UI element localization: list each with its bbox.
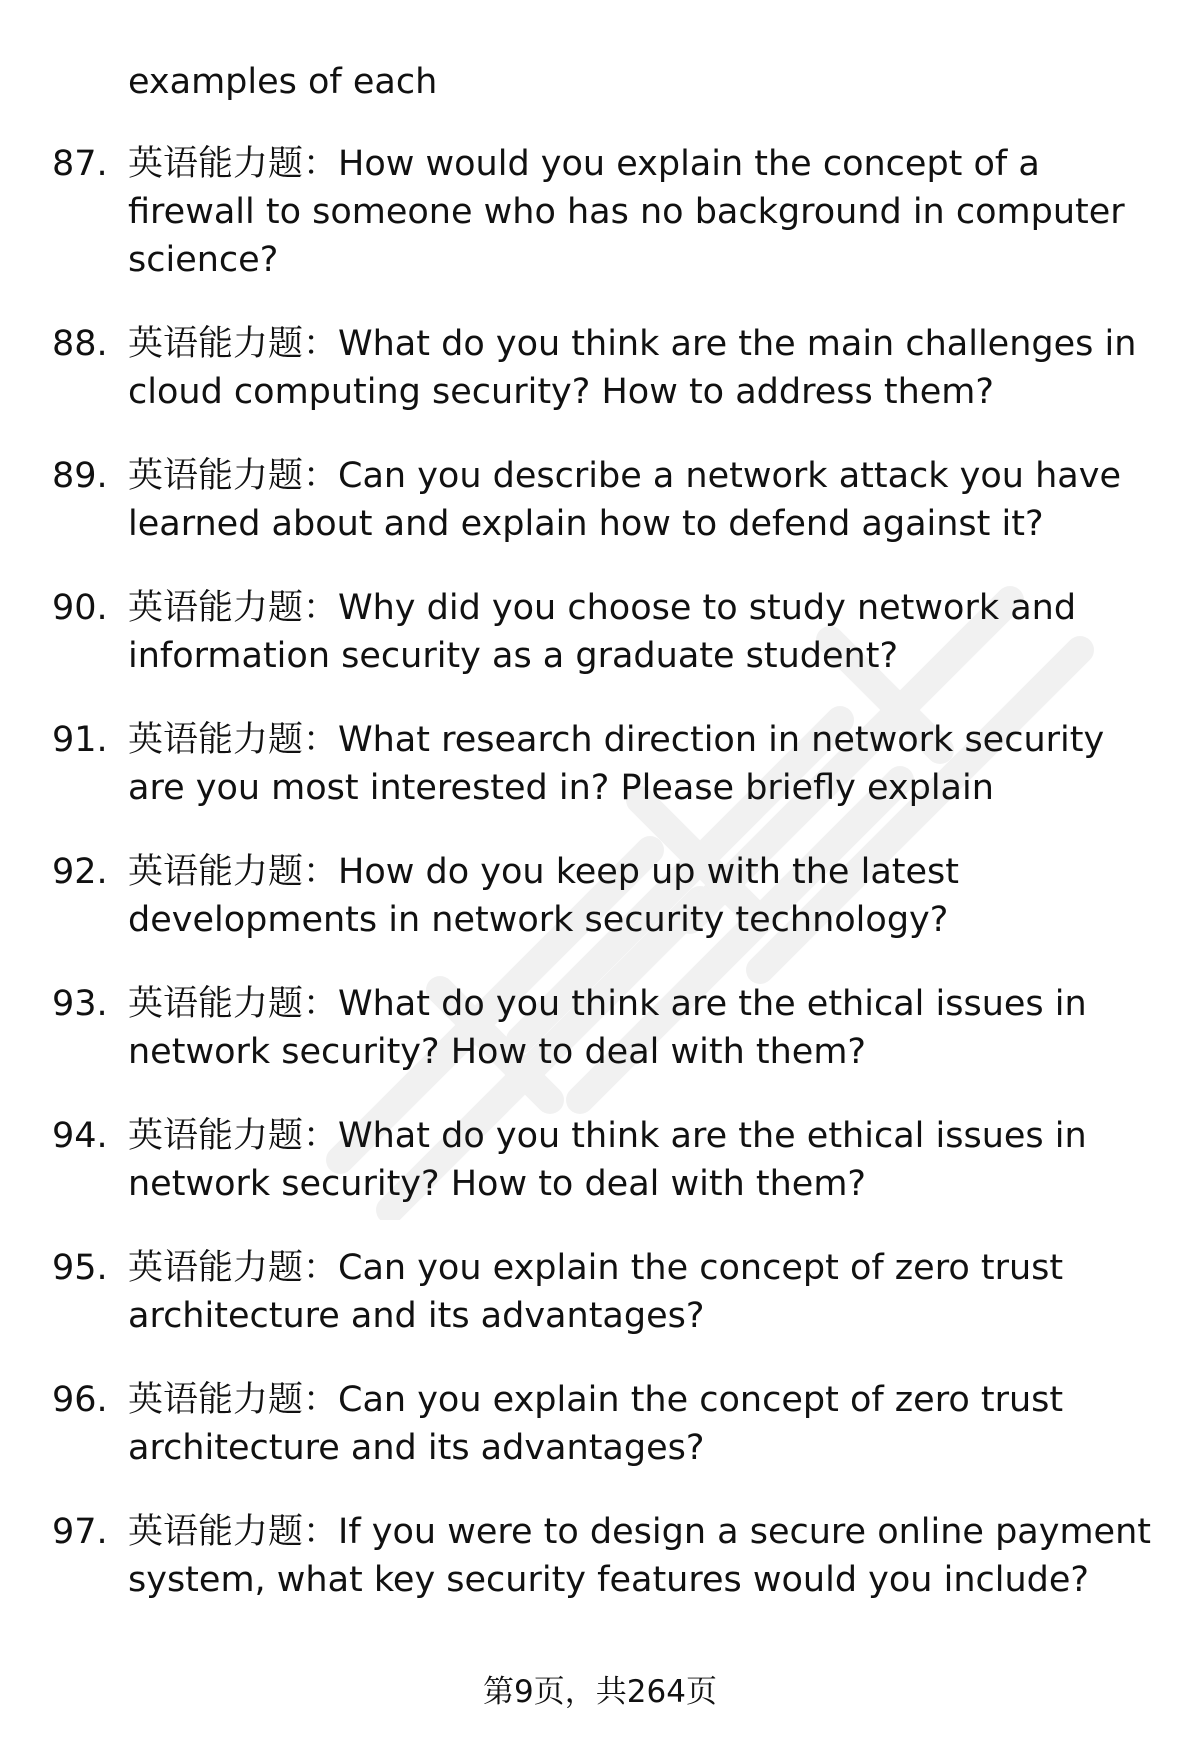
question-text: Why did you choose to study network and information security as a graduate student? bbox=[128, 588, 1077, 676]
question-item bbox=[0, 1508, 1200, 1604]
question-text: What do you think are the ethical issues in network security? How to deal with them? bbox=[128, 984, 1087, 1072]
question-text: Can you explain the concept of zero trust architecture and its advantages? bbox=[128, 1248, 1064, 1336]
question-number: 91. bbox=[52, 720, 108, 760]
question-tag: 英语能力题： bbox=[128, 1512, 339, 1552]
question-number: 88. bbox=[52, 324, 108, 364]
question-number: 90. bbox=[52, 588, 108, 628]
continuation-text: examples of each bbox=[128, 62, 438, 102]
question-text: How would you explain the concept of a firewall to someone who has no background in computer science? bbox=[128, 144, 1125, 280]
question-item bbox=[0, 320, 1200, 416]
question-text: How do you keep up with the latest developments in network security technology? bbox=[128, 852, 959, 940]
question-tag: 英语能力题： bbox=[128, 588, 339, 628]
question-tag: 英语能力题： bbox=[128, 1380, 339, 1420]
question-number: 96. bbox=[52, 1380, 108, 1420]
question-tag: 英语能力题： bbox=[128, 324, 339, 364]
page-footer: 第9页，共264页 bbox=[483, 1674, 717, 1710]
question-item bbox=[0, 1112, 1200, 1208]
question-item bbox=[0, 980, 1200, 1076]
question-body bbox=[128, 320, 1168, 416]
question-tag: 英语能力题： bbox=[128, 984, 339, 1024]
question-item bbox=[0, 848, 1200, 944]
question-tag: 英语能力题： bbox=[128, 1116, 339, 1156]
question-body bbox=[128, 1376, 1168, 1472]
question-tag: 英语能力题： bbox=[128, 144, 339, 184]
question-item bbox=[0, 716, 1200, 812]
question-text: What do you think are the ethical issues in network security? How to deal with them? bbox=[128, 1116, 1087, 1204]
question-body bbox=[128, 452, 1168, 548]
question-body bbox=[128, 848, 1168, 944]
question-text: Can you explain the concept of zero trust architecture and its advantages? bbox=[128, 1380, 1064, 1468]
question-number: 92. bbox=[52, 852, 108, 892]
question-number: 97. bbox=[52, 1512, 108, 1552]
question-body bbox=[128, 1244, 1168, 1340]
question-body bbox=[128, 716, 1168, 812]
question-tag: 英语能力题： bbox=[128, 1248, 339, 1288]
question-number: 93. bbox=[52, 984, 108, 1024]
question-item bbox=[0, 452, 1200, 548]
question-body bbox=[128, 1112, 1168, 1208]
question-text: If you were to design a secure online payment system, what key security features would you include? bbox=[128, 1512, 1151, 1600]
question-text: What research direction in network security are you most interested in? Please briefly explain bbox=[128, 720, 1105, 808]
question-list bbox=[0, 140, 1200, 1640]
question-number: 89. bbox=[52, 456, 108, 496]
question-text: Can you describe a network attack you have learned about and explain how to defend against it? bbox=[128, 456, 1121, 544]
question-body bbox=[128, 980, 1168, 1076]
question-text: What do you think are the main challenges in cloud computing security? How to address them? bbox=[128, 324, 1137, 412]
question-item bbox=[0, 584, 1200, 680]
question-body bbox=[128, 584, 1168, 680]
question-item bbox=[0, 140, 1200, 284]
question-number: 94. bbox=[52, 1116, 108, 1156]
question-item bbox=[0, 1376, 1200, 1472]
question-item bbox=[0, 1244, 1200, 1340]
question-tag: 英语能力题： bbox=[128, 720, 339, 760]
question-body bbox=[128, 140, 1168, 284]
question-tag: 英语能力题： bbox=[128, 852, 339, 892]
question-number: 95. bbox=[52, 1248, 108, 1288]
question-tag: 英语能力题： bbox=[128, 456, 339, 496]
question-body bbox=[128, 1508, 1168, 1604]
question-number: 87. bbox=[52, 144, 108, 184]
